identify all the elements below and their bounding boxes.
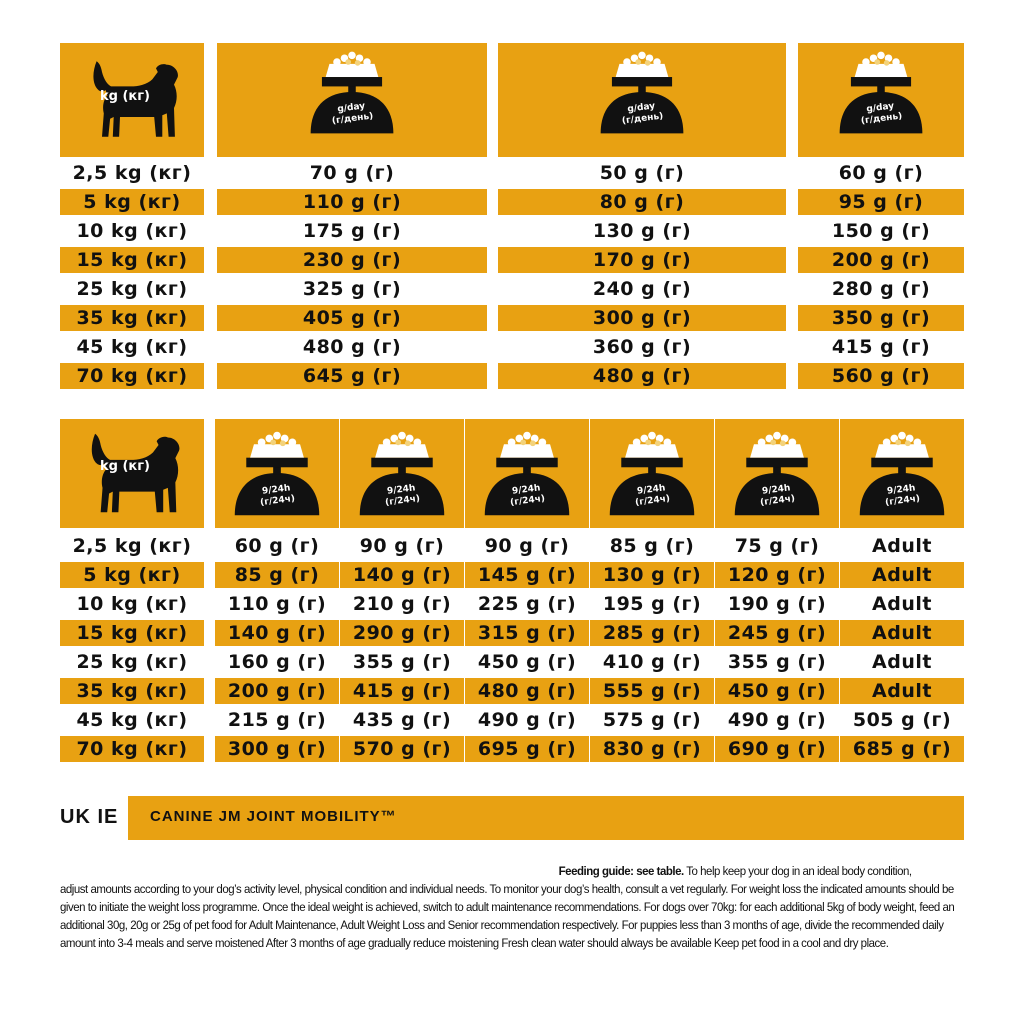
amount-cell: 195 g (г) — [602, 593, 702, 615]
amount-cell: Adult — [840, 620, 964, 646]
table1-column-header-2 — [498, 43, 786, 157]
amount-cell: 130 g (г) — [592, 220, 692, 242]
table2-column-header-6 — [840, 419, 964, 528]
weight-cell: 5 kg (кг) — [60, 189, 204, 215]
product-name: CANINE JM JOINT MOBILITY™ — [150, 808, 397, 825]
amount-cell: 90 g (г) — [484, 535, 570, 557]
amount-cell: 160 g (г) — [227, 651, 327, 673]
amount-cell: 70 g (г) — [309, 162, 395, 184]
amount-cell: 690 g (г) — [715, 736, 839, 762]
column-unit-line1: 9/24h — [761, 483, 792, 497]
amount-cell: 360 g (г) — [592, 336, 692, 358]
amount-cell: 60 g (г) — [234, 535, 320, 557]
weight-cell: 70 kg (кг) — [60, 736, 204, 762]
table2-column-header-3 — [465, 419, 589, 528]
column-unit-line2: (г/24ч) — [884, 493, 921, 509]
amount-cell: 210 g (г) — [352, 593, 452, 615]
weight-cell: 15 kg (кг) — [60, 247, 204, 273]
amount-cell: 490 g (г) — [477, 709, 577, 731]
column-unit-line2: (г/24ч) — [759, 493, 796, 509]
amount-cell: 355 g (г) — [727, 651, 827, 673]
table2-column-header-1 — [215, 419, 339, 528]
table1-weight-header — [60, 43, 204, 157]
amount-cell: 480 g (г) — [465, 678, 589, 704]
amount-cell: 355 g (г) — [352, 651, 452, 673]
weight-cell: 70 kg (кг) — [60, 363, 204, 389]
column-unit-line1: 9/24h — [886, 483, 917, 497]
amount-cell: 645 g (г) — [217, 363, 487, 389]
column-unit-line1: 9/24h — [636, 483, 667, 497]
amount-cell: 685 g (г) — [840, 736, 964, 762]
feeding-guide-body: adjust amounts according to your dog’s activity level, physical condition and individual needs. To monitor your dog’s health, consult a vet regularly. For weight loss the indicated amounts should be given to initiate the weight loss programme. Once the ideal weight is achieved, switch to adult maintenance recommendations. For dogs over 70kg: for each additional 5kg of body weight, feed an additional 30g, 20g or 25g of pet food for Adult Maintenance, Adult Weight Loss and Senior recommendation respectively. For puppies less than 3 months of age, divide the recommended daily amount into 3-4 meals and serve moistened After 3 months of age gradually reduce moistening Fresh clean water should always be available Keep pet food in a cool and dry place. — [60, 882, 955, 950]
amount-cell: 350 g (г) — [798, 305, 964, 331]
amount-cell: Adult — [872, 593, 932, 615]
column-unit-line1: 9/24h — [386, 483, 417, 497]
table1-column-header-1 — [217, 43, 487, 157]
amount-cell: 95 g (г) — [798, 189, 964, 215]
amount-cell: Adult — [840, 562, 964, 588]
amount-cell: 505 g (г) — [852, 709, 952, 731]
amount-cell: 450 g (г) — [477, 651, 577, 673]
amount-cell: 230 g (г) — [217, 247, 487, 273]
column-unit-line1: g/day — [626, 101, 656, 115]
amount-cell: 140 g (г) — [215, 620, 339, 646]
column-unit-line2: (г/день) — [860, 111, 903, 127]
amount-cell: 175 g (г) — [302, 220, 402, 242]
amount-cell: 215 g (г) — [227, 709, 327, 731]
weight-cell: 25 kg (кг) — [76, 278, 188, 300]
amount-cell: 415 g (г) — [831, 336, 931, 358]
weight-cell: 5 kg (кг) — [60, 562, 204, 588]
weight-cell: 15 kg (кг) — [60, 620, 204, 646]
amount-cell: 555 g (г) — [590, 678, 714, 704]
amount-cell: 170 g (г) — [498, 247, 786, 273]
weight-cell: 45 kg (кг) — [76, 709, 188, 731]
amount-cell: 290 g (г) — [340, 620, 464, 646]
column-unit-line1: 9/24h — [511, 483, 542, 497]
amount-cell: 480 g (г) — [498, 363, 786, 389]
column-unit-line2: (г/24ч) — [259, 493, 296, 509]
column-unit-line1: g/day — [865, 101, 895, 115]
amount-cell: 570 g (г) — [340, 736, 464, 762]
amount-cell: 75 g (г) — [734, 535, 820, 557]
amount-cell: 150 g (г) — [831, 220, 931, 242]
amount-cell: 300 g (г) — [498, 305, 786, 331]
weight-cell: 10 kg (кг) — [76, 593, 188, 615]
amount-cell: 110 g (г) — [227, 593, 327, 615]
amount-cell: 90 g (г) — [359, 535, 445, 557]
amount-cell: 85 g (г) — [609, 535, 695, 557]
column-unit-line2: (г/24ч) — [384, 493, 421, 509]
amount-cell: 480 g (г) — [302, 336, 402, 358]
table1-column-header-3 — [798, 43, 964, 157]
amount-cell: 830 g (г) — [590, 736, 714, 762]
country-code: UK IE — [60, 806, 119, 828]
amount-cell: 410 g (г) — [602, 651, 702, 673]
amount-cell: 435 g (г) — [352, 709, 452, 731]
feeding-guide-bold: Feeding guide: see table. — [558, 864, 684, 878]
amount-cell: 575 g (г) — [602, 709, 702, 731]
amount-cell: 240 g (г) — [592, 278, 692, 300]
table2-weight-header — [60, 419, 204, 528]
weight-cell: 2,5 kg (кг) — [72, 162, 192, 184]
amount-cell: Adult — [872, 651, 932, 673]
column-unit-line1: g/day — [336, 101, 366, 115]
amount-cell: 110 g (г) — [217, 189, 487, 215]
weight-cell: 2,5 kg (кг) — [72, 535, 192, 557]
weight-cell: 35 kg (кг) — [60, 678, 204, 704]
table2-column-header-2 — [340, 419, 464, 528]
column-unit-line2: (г/24ч) — [634, 493, 671, 509]
amount-cell: 300 g (г) — [215, 736, 339, 762]
amount-cell: 140 g (г) — [340, 562, 464, 588]
amount-cell: 450 g (г) — [715, 678, 839, 704]
column-unit-line2: (г/24ч) — [509, 493, 546, 509]
column-unit-line2: (г/день) — [331, 111, 374, 127]
amount-cell: 405 g (г) — [217, 305, 487, 331]
column-unit-line1: 9/24h — [261, 483, 292, 497]
amount-cell: 415 g (г) — [340, 678, 464, 704]
amount-cell: 50 g (г) — [599, 162, 685, 184]
weight-cell: 35 kg (кг) — [60, 305, 204, 331]
feeding-guide-line1: To help keep your dog in an ideal body condition, — [683, 864, 912, 878]
weight-cell: 10 kg (кг) — [76, 220, 188, 242]
amount-cell: Adult — [840, 678, 964, 704]
weight-cell: 25 kg (кг) — [76, 651, 188, 673]
amount-cell: 80 g (г) — [498, 189, 786, 215]
amount-cell: 560 g (г) — [798, 363, 964, 389]
amount-cell: 120 g (г) — [715, 562, 839, 588]
amount-cell: 200 g (г) — [798, 247, 964, 273]
table2-column-header-4 — [590, 419, 714, 528]
feeding-guide-text — [60, 862, 966, 952]
amount-cell: 85 g (г) — [215, 562, 339, 588]
amount-cell: 695 g (г) — [465, 736, 589, 762]
amount-cell: 145 g (г) — [465, 562, 589, 588]
weight-unit-label: kg (кг) — [100, 89, 150, 104]
amount-cell: 245 g (г) — [715, 620, 839, 646]
amount-cell: Adult — [872, 535, 932, 557]
amount-cell: 130 g (г) — [590, 562, 714, 588]
amount-cell: 325 g (г) — [302, 278, 402, 300]
table2-column-header-5 — [715, 419, 839, 528]
amount-cell: 190 g (г) — [727, 593, 827, 615]
amount-cell: 225 g (г) — [477, 593, 577, 615]
amount-cell: 280 g (г) — [831, 278, 931, 300]
amount-cell: 285 g (г) — [590, 620, 714, 646]
amount-cell: 490 g (г) — [727, 709, 827, 731]
amount-cell: 200 g (г) — [215, 678, 339, 704]
amount-cell: 60 g (г) — [838, 162, 924, 184]
weight-cell: 45 kg (кг) — [76, 336, 188, 358]
column-unit-line2: (г/день) — [621, 111, 664, 127]
amount-cell: 315 g (г) — [465, 620, 589, 646]
weight-unit-label: kg (кг) — [100, 459, 150, 474]
